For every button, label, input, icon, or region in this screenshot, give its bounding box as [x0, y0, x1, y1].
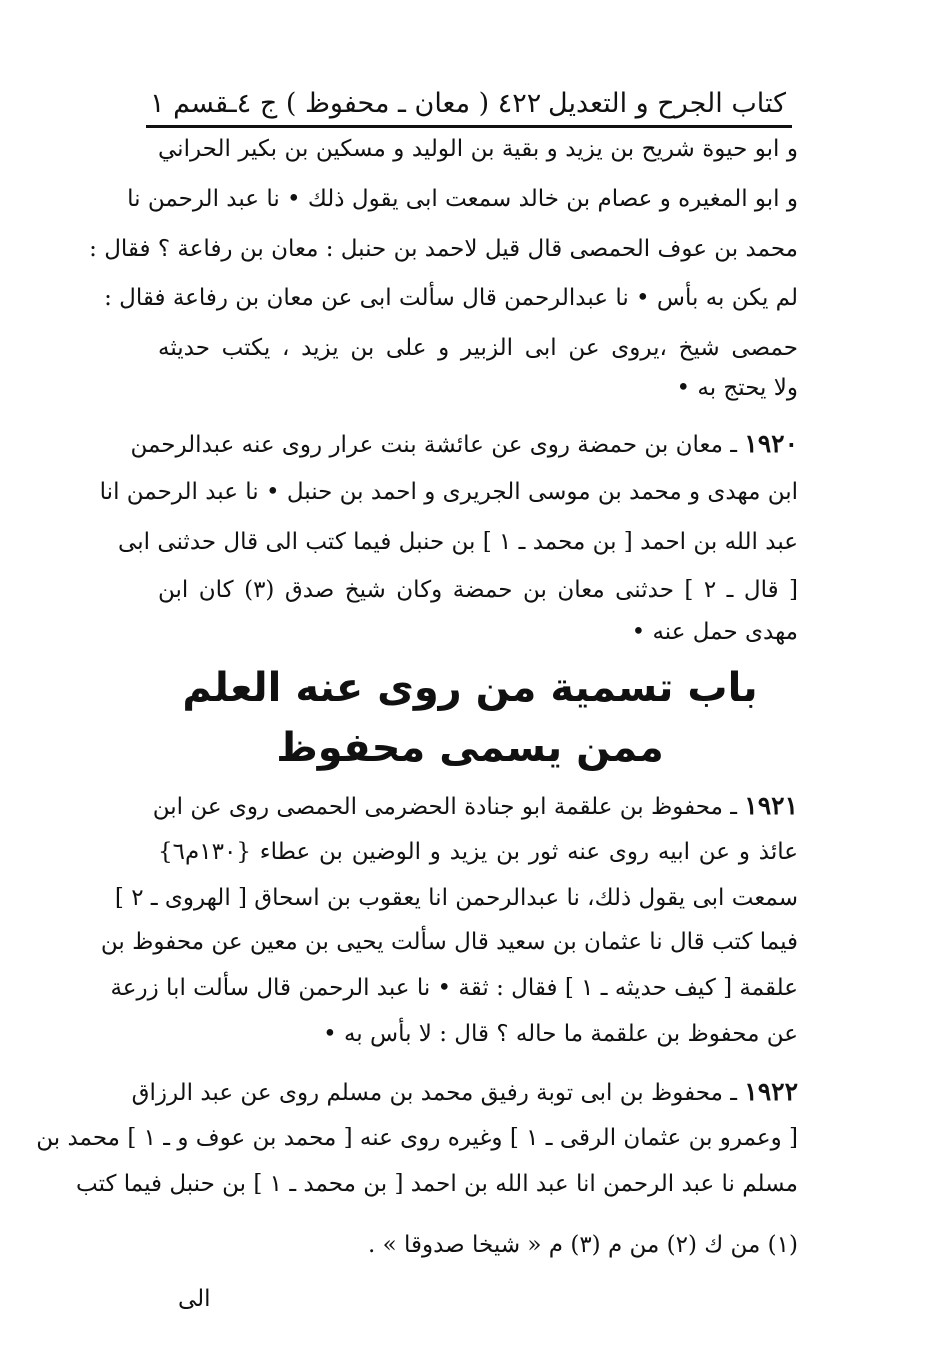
text-line: و ابو حيوة شريح بن يزيد و بقية بن الوليد و مسكين بن بكير الحراني	[158, 136, 798, 162]
entry-number: ١٩٢٠	[744, 429, 798, 458]
header-rule	[146, 125, 792, 128]
entry-first-line	[130, 428, 798, 460]
text-line: [ قال ـ ٢ ] حدثنى معان بن حمضة وكان شيخ صدق (٣) كان ابن	[158, 577, 799, 603]
text-span: ـ محفوظ بن ابى توبة رفيق محمد بن مسلم روى عن عبد الرزاق	[131, 1080, 737, 1106]
text-span: ـ معان بن حمضة روى عن عائشة بنت عرار روى عنه عبدالرحمن	[130, 432, 737, 458]
chapter-heading-line-1: باب تسمية من روى عنه العلم	[182, 665, 758, 711]
chapter-heading-line-2: ممن يسمى محفوظ	[276, 725, 664, 771]
text-line: ابن مهدى و محمد بن موسى الجريرى و احمد بن حنبل • نا عبد الرحمن انا	[99, 479, 798, 505]
text-span: ـ محفوظ بن علقمة ابو جنادة الحضرمى الحمصى روى عن ابن	[152, 794, 737, 820]
entry-number: ١٩٢٢	[744, 1077, 798, 1106]
footnote: (١) من ك (٢) من م (٣) م « شيخا صدوقا » .	[368, 1232, 798, 1258]
text-line: عائذ و عن ابيه روى عنه ثور بن يزيد و الوضين بن عطاء {١٣٠م٦}	[158, 839, 798, 865]
text-line: فيما كتب قال نا عثمان بن سعيد قال سألت يحيى بن معين عن محفوظ بن	[100, 929, 798, 955]
text-line: و ابو المغيره و عصام بن خالد سمعت ابى يقول ذلك • نا عبد الرحمن نا	[127, 186, 798, 212]
text-line: عن محفوظ بن علقمة ما حاله ؟ قال : لا بأس به •	[323, 1021, 798, 1047]
section-marker: ٤٢٢ ( معان ـ محفوظ ) ج ٤ـقسم ١	[150, 87, 542, 119]
catchword: الى	[178, 1286, 211, 1312]
text-line: [ وعمرو بن عثمان الرقى ـ ١ ] وغيره روى عنه [ محمد بن عوف و ـ ١ ] محمد بن	[36, 1125, 798, 1151]
text-line: سمعت ابى يقول ذلك، نا عبدالرحمن انا يعقوب بن اسحاق [ الهروى ـ ٢ ]	[114, 885, 798, 911]
text-line: حمصى شيخ ،يروى عن ابى الزبير و على بن يزيد ، يكتب حديثه	[158, 335, 798, 361]
entry-first-line	[131, 1076, 798, 1108]
running-header	[148, 68, 790, 120]
text-line: مهدى حمل عنه •	[631, 619, 798, 645]
entry-number: ١٩٢١	[744, 791, 798, 820]
text-line: مسلم نا عبد الرحمن انا عبد الله بن احمد [ بن محمد ـ ١ ] بن حنبل فيما كتب	[75, 1171, 798, 1197]
text-line: لم يكن به بأس • نا عبدالرحمن قال سألت ابى عن معان بن رفاعة فقال :	[104, 285, 798, 311]
text-line: علقمة [ كيف حديثه ـ ١ ] فقال : ثقة • نا عبد الرحمن قال سألت ابا زرعة	[110, 975, 798, 1001]
book-title: كتاب الجرح و التعديل	[548, 87, 786, 119]
entry-first-line	[152, 790, 798, 822]
text-line: محمد بن عوف الحمصى قال قيل لاحمد بن حنبل : معان بن رفاعة ؟ فقال :	[89, 236, 798, 262]
text-line: ولا يحتج به •	[676, 375, 798, 401]
text-line: عبد الله بن احمد [ بن محمد ـ ١ ] بن حنبل فيما كتب الى قال حدثنى ابى	[118, 529, 798, 555]
